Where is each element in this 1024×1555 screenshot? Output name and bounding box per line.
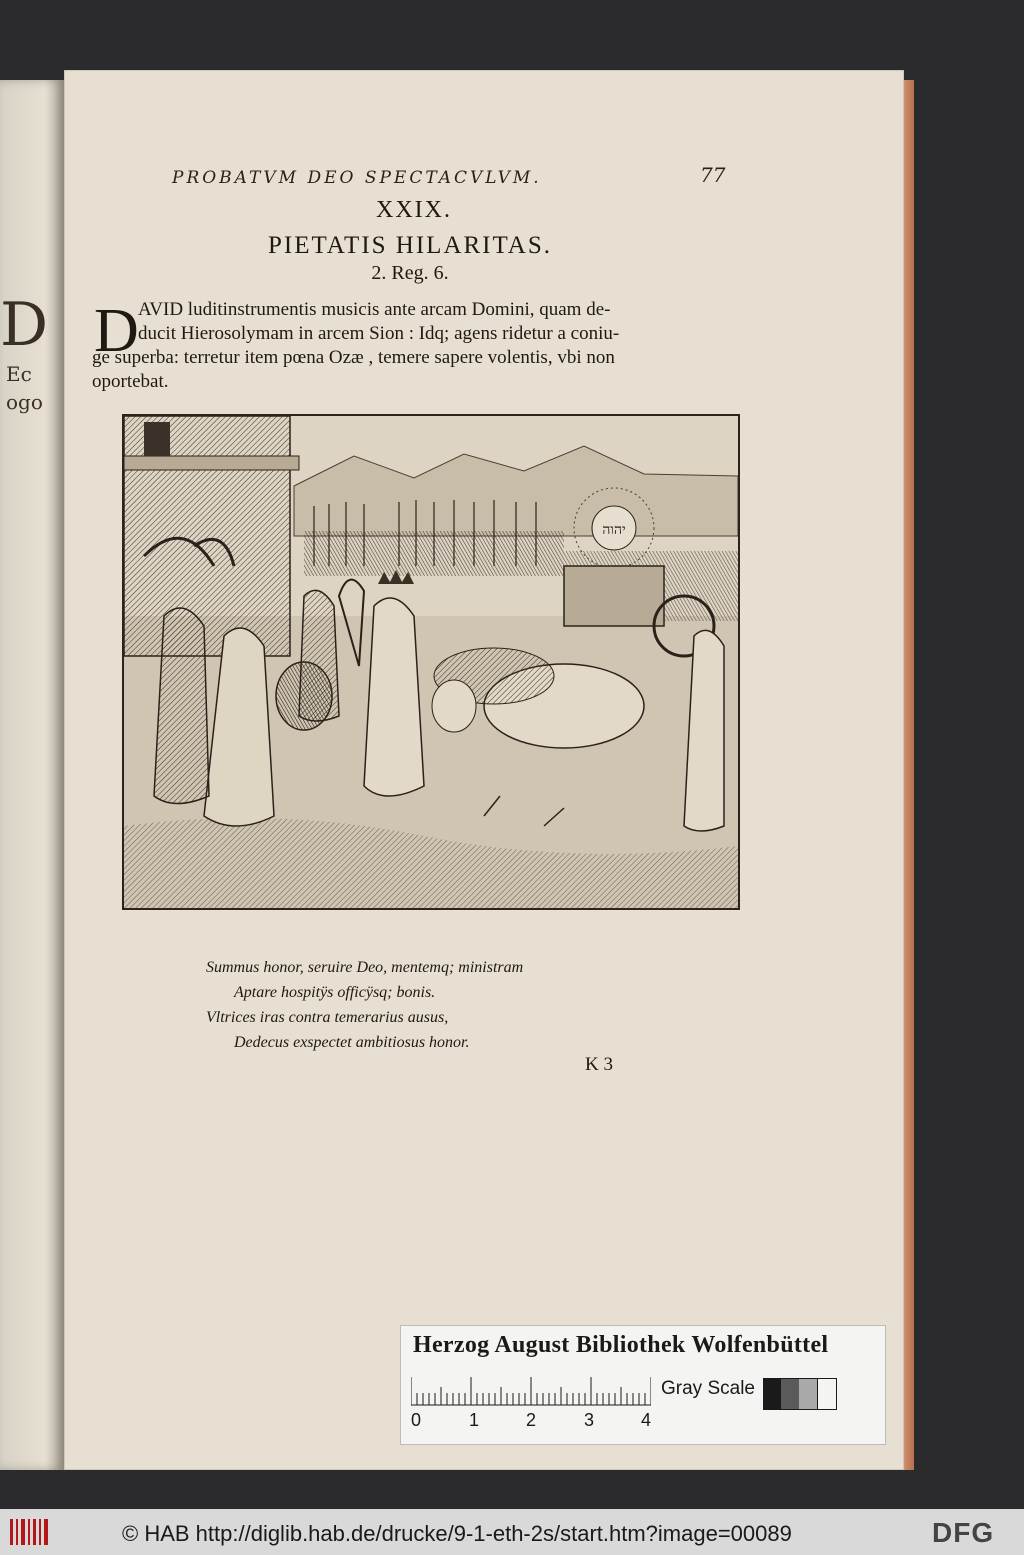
emblem-number: XXIX. bbox=[376, 197, 452, 223]
gray-swatch bbox=[763, 1378, 783, 1410]
gray-scale-label: Gray Scale bbox=[661, 1378, 755, 1399]
ruler-label: 4 bbox=[641, 1410, 652, 1430]
body-text bbox=[92, 298, 732, 394]
running-head: PROBATVM DEO SPECTACVLVM. bbox=[172, 168, 542, 188]
dfg-logo: DFG bbox=[932, 1517, 995, 1548]
emblem-verses bbox=[206, 955, 626, 1055]
page-number: 77 bbox=[700, 163, 726, 187]
library-name: Herzog August Bibliothek Wolfenbüttel bbox=[413, 1332, 829, 1358]
copyright-link[interactable]: © HAB http://diglib.hab.de/drucke/9-1-eth-2s/start.htm?image=00089 bbox=[122, 1521, 792, 1546]
left-page-fragment: Ec bbox=[6, 362, 32, 386]
drop-cap: D bbox=[94, 297, 139, 365]
viewer-footer bbox=[0, 1509, 1024, 1555]
engraving-scene bbox=[124, 416, 738, 908]
verse-line: Aptare hospitÿs officÿsq; bonis. bbox=[234, 984, 436, 1001]
barcode-logo-icon bbox=[10, 1517, 52, 1547]
ruler-label: 0 bbox=[411, 1410, 422, 1430]
body-line: AVID luditinstrumentis musicis ante arcam Domini, quam de- bbox=[138, 299, 611, 320]
body-line: oportebat. bbox=[92, 371, 169, 392]
ruler-label: 1 bbox=[469, 1410, 480, 1430]
left-facing-page bbox=[0, 80, 64, 1470]
ruler-label: 2 bbox=[526, 1410, 537, 1430]
left-page-fragment: D bbox=[0, 290, 49, 360]
verse-line: Dedecus exspectet ambitiosus honor. bbox=[234, 1034, 470, 1051]
ruler-scale bbox=[411, 1376, 651, 1406]
body-line: ducit Hierosolymam in arcem Sion : Idq; agens ridetur a coniu- bbox=[138, 323, 620, 344]
ruler-label: 3 bbox=[584, 1410, 595, 1430]
signature-mark: K 3 bbox=[585, 1054, 613, 1075]
gray-swatch bbox=[781, 1378, 799, 1410]
gray-swatch bbox=[817, 1378, 837, 1410]
verse-line: Vltrices iras contra temerarius ausus, bbox=[206, 1009, 449, 1026]
library-scale-card bbox=[400, 1325, 886, 1445]
scripture-reference: 2. Reg. 6. bbox=[371, 262, 449, 284]
gray-swatch bbox=[799, 1378, 817, 1410]
verse-line: Summus honor, seruire Deo, mentemq; ministram bbox=[206, 959, 524, 976]
body-line: ge superba: terretur item pœna Ozæ , temere sapere volentis, vbi non bbox=[92, 347, 615, 368]
left-page-fragment: ogo bbox=[6, 390, 43, 414]
divine-name-inscription: יהוה bbox=[602, 522, 626, 538]
engraving-illustration bbox=[122, 414, 740, 910]
emblem-title: PIETATIS HILARITAS. bbox=[268, 232, 552, 259]
